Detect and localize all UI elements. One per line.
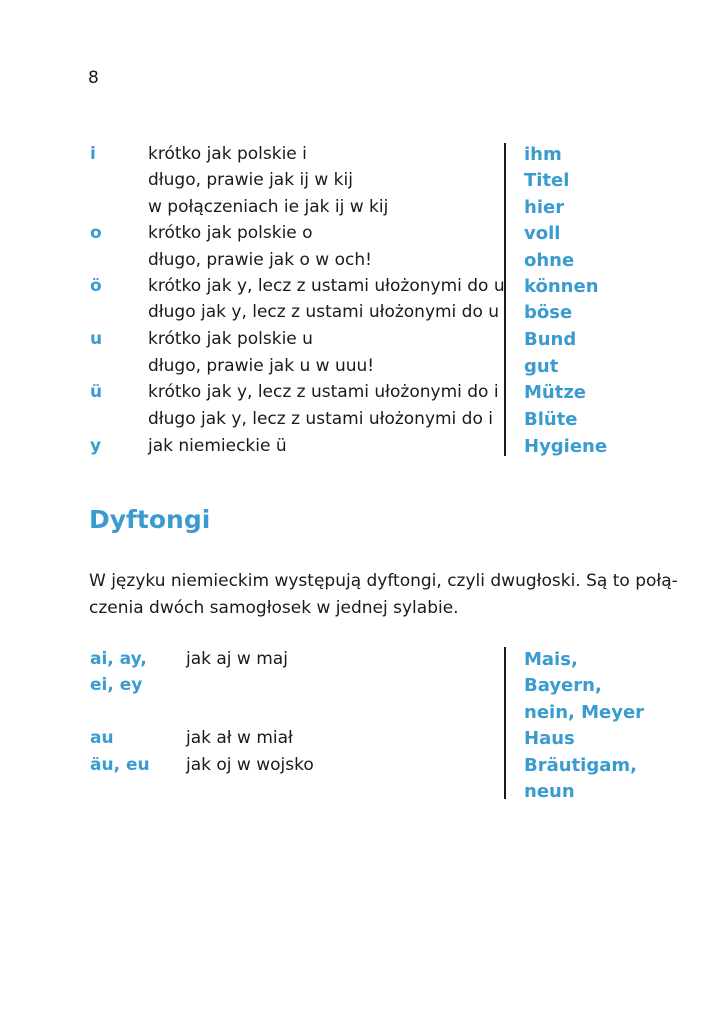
example-word: Bund — [524, 329, 577, 350]
vowel-letter: ü — [90, 382, 103, 402]
vowel-letter: u — [90, 329, 103, 349]
diphthong-letters: ai, ay, — [90, 649, 147, 669]
diphthong-description: jak ał w miał — [186, 728, 293, 748]
vowel-description: jak niemieckie ü — [148, 436, 287, 456]
example-word: Hygiene — [524, 436, 608, 457]
vowel-description: krótko jak y, lecz z ustami ułożonymi do u — [148, 276, 505, 296]
table-row — [0, 382, 718, 408]
intro-paragraph — [89, 568, 678, 622]
table-row — [0, 436, 718, 462]
table-row — [0, 728, 718, 754]
table-row — [0, 356, 718, 382]
example-word: Mais, — [524, 649, 578, 670]
table-row — [0, 170, 718, 196]
example-word: Bayern, — [524, 675, 602, 696]
example-word: Haus — [524, 728, 575, 749]
vowel-letter: y — [90, 436, 102, 456]
table-row — [0, 781, 718, 807]
vowel-description: długo jak y, lecz z ustami ułożonymi do i — [148, 409, 494, 429]
example-word: voll — [524, 223, 561, 244]
section-title: Dyftongi — [89, 505, 211, 534]
table-row — [0, 250, 718, 276]
example-word: böse — [524, 302, 573, 323]
diphthong-letters: ei, ey — [90, 675, 143, 695]
diphthong-description: jak oj w wojsko — [186, 755, 314, 775]
table-row — [0, 223, 718, 249]
example-word: ihm — [524, 144, 562, 165]
example-word: Bräutigam, — [524, 755, 637, 776]
table-row — [0, 409, 718, 435]
vowel-description: krótko jak polskie o — [148, 223, 313, 243]
example-word: können — [524, 276, 599, 297]
table-row — [0, 755, 718, 781]
vowel-description: długo, prawie jak o w och! — [148, 250, 372, 270]
table-row — [0, 302, 718, 328]
table-row — [0, 702, 718, 728]
example-word: Blüte — [524, 409, 578, 430]
paragraph-line: W języku niemieckim występują dyftongi, czyli dwugłoski. Są to połą- — [89, 571, 678, 591]
table-row — [0, 649, 718, 675]
vowel-description: krótko jak polskie u — [148, 329, 313, 349]
table-row — [0, 197, 718, 223]
diphthong-letters: au — [90, 728, 114, 748]
vowel-letter: ö — [90, 276, 102, 296]
vowel-letter: o — [90, 223, 102, 243]
example-word: Mütze — [524, 382, 587, 403]
vowel-description: w połączeniach ie jak ij w kij — [148, 197, 389, 217]
vowel-description: długo, prawie jak u w uuu! — [148, 356, 375, 376]
vowel-description: krótko jak polskie i — [148, 144, 307, 164]
table-row — [0, 144, 718, 170]
example-word: Titel — [524, 170, 570, 191]
table-row — [0, 276, 718, 302]
vowel-description: krótko jak y, lecz z ustami ułożonymi do i — [148, 382, 499, 402]
example-word: nein, Meyer — [524, 702, 645, 723]
vowel-description: długo jak y, lecz z ustami ułożonymi do u — [148, 302, 500, 322]
example-word: gut — [524, 356, 559, 377]
table-row — [0, 675, 718, 701]
diphthong-letters: äu, eu — [90, 755, 150, 775]
vowel-description: długo, prawie jak ij w kij — [148, 170, 353, 190]
paragraph-line: czenia dwóch samogłosek w jednej sylabie. — [89, 598, 459, 618]
example-word: hier — [524, 197, 565, 218]
diphthong-description: jak aj w maj — [186, 649, 288, 669]
page-number: 8 — [88, 68, 99, 88]
example-word: ohne — [524, 250, 575, 271]
vowel-letter: i — [90, 144, 96, 164]
example-word: neun — [524, 781, 575, 802]
table-row — [0, 329, 718, 355]
